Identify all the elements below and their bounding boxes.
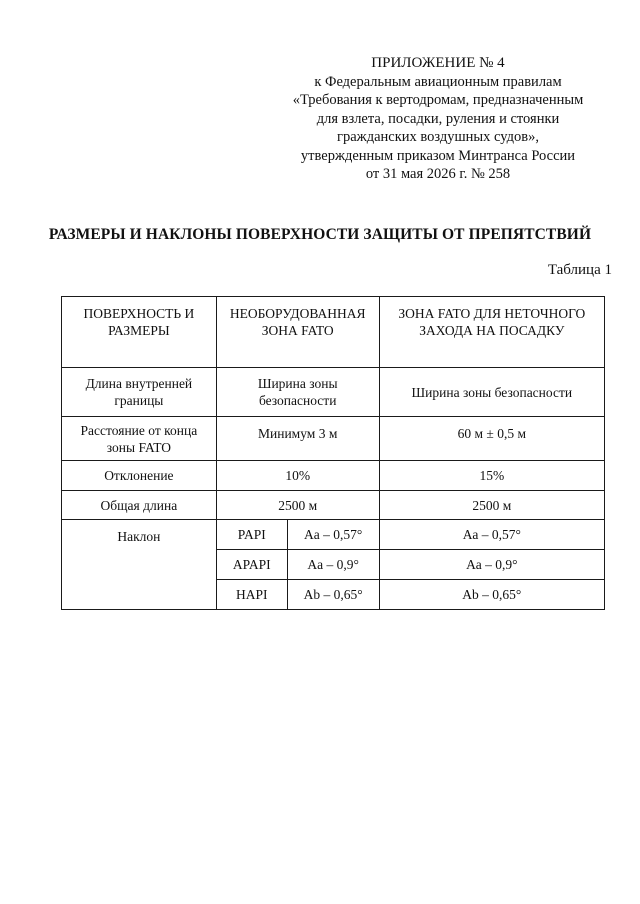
cell-slope-value-non-precision: Ab – 0,65° <box>379 580 604 610</box>
cell-slope-value-non-precision: Aa – 0,9° <box>379 550 604 580</box>
table-row <box>62 461 605 491</box>
table-row <box>62 368 605 417</box>
appendix-line-5: гражданских воздушных судов», <box>337 129 539 145</box>
appendix-line-3: «Требования к вертодромам, предназначенным <box>292 92 584 108</box>
cell-inner-edge-non-precision: Ширина зоны безопасности <box>379 368 604 417</box>
document-title: РАЗМЕРЫ И НАКЛОНЫ ПОВЕРХНОСТИ ЗАЩИТЫ ОТ ПРЕПЯТСТВИЙ <box>48 226 592 243</box>
cell-slope-value-non-precision: Aa – 0,57° <box>379 520 604 550</box>
table-row <box>62 417 605 461</box>
obstacle-surface-table <box>61 296 605 610</box>
cell-distance-non-precision: 60 м ± 0,5 м <box>379 417 604 461</box>
header-fato: НЕОБОРУДОВАННАЯ ЗОНА FATO <box>216 297 379 368</box>
cell-slope-system: PAPI <box>216 520 287 550</box>
cell-divergence-fato: 10% <box>216 461 379 491</box>
cell-distance-label: Расстояние от конца зоны FATO <box>62 417 217 461</box>
cell-inner-edge-label: Длина внутренней границы <box>62 368 217 417</box>
cell-length-fato: 2500 м <box>216 491 379 520</box>
cell-slope-value: Aa – 0,9° <box>287 550 379 580</box>
cell-slope-system: HAPI <box>216 580 287 610</box>
cell-length-label: Общая длина <box>62 491 217 520</box>
header-surface: ПОВЕРХНОСТЬ И РАЗМЕРЫ <box>62 297 217 368</box>
cell-slope-system: APAPI <box>216 550 287 580</box>
table-label: Таблица 1 <box>547 262 612 278</box>
cell-slope-value: Aa – 0,57° <box>287 520 379 550</box>
cell-divergence-non-precision: 15% <box>379 461 604 491</box>
cell-distance-fato: Минимум 3 м <box>216 417 379 461</box>
table-row <box>62 491 605 520</box>
appendix-line-7: от 31 мая 2026 г. № 258 <box>365 166 511 182</box>
appendix-line-4: для взлета, посадки, руления и стоянки <box>316 110 560 127</box>
cell-length-non-precision: 2500 м <box>379 491 604 520</box>
cell-inner-edge-fato: Ширина зоны безопасности <box>216 368 379 417</box>
appendix-number: ПРИЛОЖЕНИЕ № 4 <box>371 55 505 71</box>
appendix-line-2: к Федеральным авиационным правилам <box>314 73 562 90</box>
table-row <box>62 520 605 550</box>
cell-divergence-label: Отклонение <box>62 461 217 491</box>
table-header-row <box>62 297 605 368</box>
appendix-line-6: утвержденным приказом Минтранса России <box>300 147 576 164</box>
header-fato-non-precision: ЗОНА FATO ДЛЯ НЕТОЧНОГО ЗАХОДА НА ПОСАДКУ <box>379 297 604 368</box>
cell-slope-value: Ab – 0,65° <box>287 580 379 610</box>
appendix-header <box>273 54 603 184</box>
cell-slope-label: Наклон <box>62 520 217 610</box>
